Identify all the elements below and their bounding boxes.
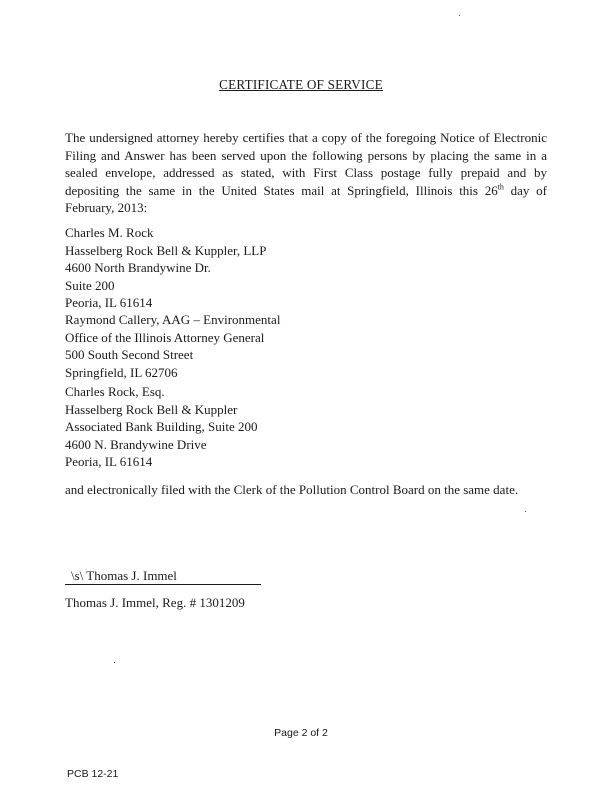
recipient-street: 4600 North Brandywine Dr.	[65, 260, 211, 275]
recipient-office: Office of the Illinois Attorney General	[65, 329, 265, 345]
recipient-address-block	[65, 383, 257, 471]
intro-date-text: day of February, 2013:	[65, 182, 547, 215]
scan-speck	[459, 15, 460, 16]
recipient-address-block	[65, 224, 266, 312]
recipient-street: 4600 N. Brandywine Drive	[65, 436, 207, 452]
intro-text: The undersigned attorney hereby certifies that a copy of the foregoing Notice of Electronic Filing and Answer has been served upon the following persons by placing the same in a sealed envelope, addressed as stated, with First Class postage fully prepaid and by depositing the same in the United States mail at Springfield, Illinois this 26	[65, 130, 547, 198]
page-number: Page 2 of 2	[274, 727, 328, 739]
electronic-signature: \s\ Thomas J. Immel	[71, 568, 177, 583]
scan-speck	[114, 662, 115, 663]
recipient-city: Peoria, IL 61614	[65, 295, 153, 310]
recipient-suite: Suite 200	[65, 277, 115, 293]
recipient-city: Springfield, IL 62706	[65, 364, 178, 380]
intro-paragraph	[65, 129, 547, 217]
intro-ordinal-suffix: th	[497, 182, 504, 192]
certificate-title: CERTIFICATE OF SERVICE	[219, 77, 383, 92]
recipient-firm: Hasselberg Rock Bell & Kuppler	[65, 401, 238, 417]
recipient-building: Associated Bank Building, Suite 200	[65, 419, 258, 434]
case-number: PCB 12-21	[67, 768, 119, 780]
recipient-city: Peoria, IL 61614	[65, 454, 153, 469]
recipient-name: Charles M. Rock	[65, 225, 154, 240]
signature-line	[65, 568, 261, 585]
recipient-name: Raymond Callery, AAG – Environmental	[65, 312, 281, 327]
recipient-street: 500 South Second Street	[65, 347, 194, 362]
recipient-address-block	[65, 311, 280, 381]
scan-speck	[525, 511, 526, 512]
recipient-firm: Hasselberg Rock Bell & Kuppler, LLP	[65, 242, 267, 258]
closing-paragraph: and electronically filed with the Clerk of the Pollution Control Board on the same date.	[65, 482, 519, 497]
signer-name: Thomas J. Immel, Reg. # 1301209	[65, 595, 245, 610]
recipient-name: Charles Rock, Esq.	[65, 384, 165, 399]
